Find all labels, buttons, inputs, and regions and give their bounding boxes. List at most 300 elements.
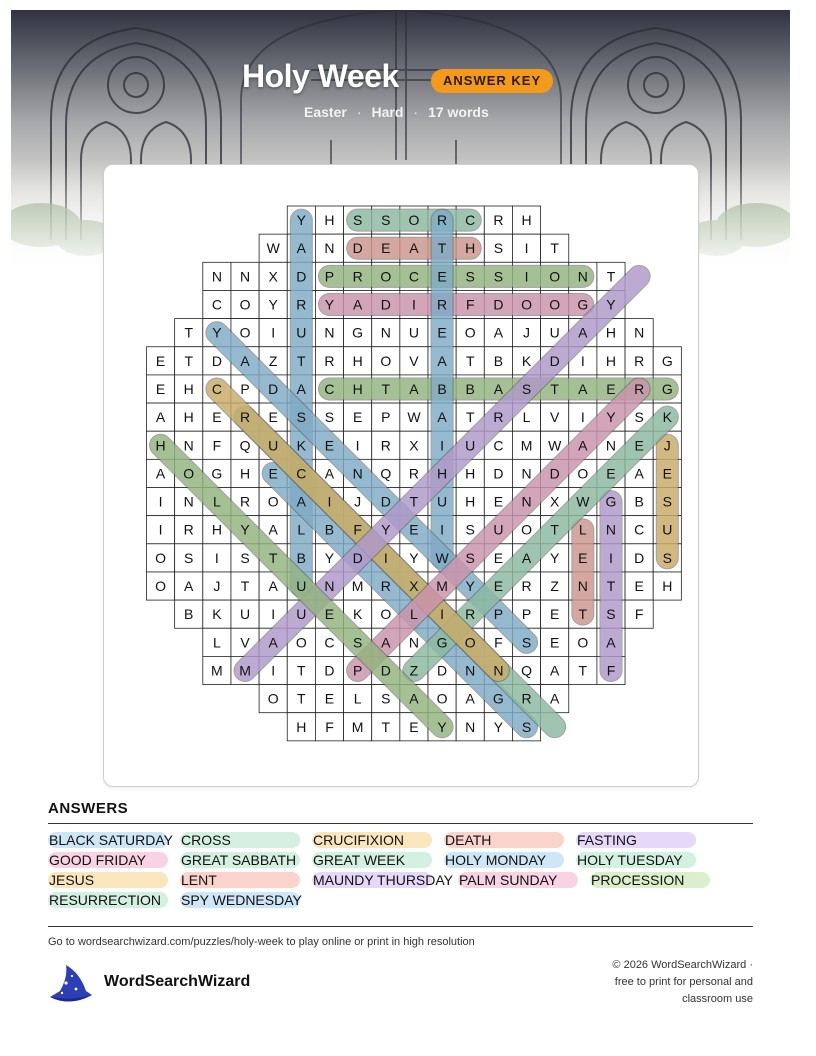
grid-letter: G [577, 296, 589, 313]
grid-letter: W [576, 493, 590, 510]
grid-letter: I [271, 324, 276, 341]
grid-letter: I [580, 352, 585, 369]
grid-letter: O [549, 268, 561, 285]
grid-letter: G [352, 324, 364, 341]
grid-letter: U [239, 606, 251, 623]
grid-letter: R [634, 352, 645, 369]
grid-letter: Y [437, 718, 447, 735]
grid-letter: S [634, 409, 644, 426]
answer-word: MAUNDY THURSDAY [313, 872, 454, 888]
grid-letter: R [521, 578, 532, 595]
answer-item [180, 831, 231, 849]
grid-letter: D [493, 465, 504, 482]
answer-item [576, 831, 637, 849]
grid-letter: G [492, 690, 504, 707]
grid-letter: G [605, 493, 617, 510]
grid-letter: U [437, 493, 448, 510]
grid-letter: Z [550, 578, 559, 595]
grid-letter: S [381, 212, 391, 229]
grid-letter: C [324, 634, 335, 651]
answer-item [312, 831, 404, 849]
grid-letter: A [437, 352, 447, 369]
answer-item [444, 851, 546, 869]
grid-letter: D [211, 352, 222, 369]
grid-letter: R [183, 521, 194, 538]
grid-letter: D [549, 465, 560, 482]
grid-letter: A [155, 465, 166, 482]
grid-letter: F [606, 662, 616, 679]
grid-letter: U [549, 324, 560, 341]
grid-letter: N [521, 465, 532, 482]
grid-letter: K [662, 409, 672, 426]
grid-letter: I [355, 437, 360, 454]
grid-letter: N [465, 662, 476, 679]
meta-difficulty: Hard [371, 104, 404, 120]
grid-letter: H [352, 380, 363, 397]
grid-letter: A [606, 634, 616, 651]
grid-letter: A [352, 296, 363, 313]
grid-letter: H [465, 465, 476, 482]
grid-letter: G [436, 634, 448, 651]
grid-letter: A [493, 324, 504, 341]
grid-letter: E [606, 465, 616, 482]
grid-letter: R [352, 268, 363, 285]
grid-letter: R [408, 465, 419, 482]
meta-separator: · [413, 104, 419, 120]
grid-letter: C [408, 268, 419, 285]
grid-letter: R [437, 212, 448, 229]
grid-letter: I [271, 662, 276, 679]
grid-letter: Y [381, 521, 391, 538]
grid-letter: E [662, 465, 672, 482]
grid-letter: D [493, 296, 504, 313]
footer-link-text[interactable]: Go to wordsearchwizard.com/puzzles/holy-week to play online or print in high resolution [48, 936, 475, 948]
answer-item [590, 871, 684, 889]
grid-letter: D [268, 380, 279, 397]
grid-letter: R [493, 212, 504, 229]
grid-letter: F [465, 296, 475, 313]
grid-letter: T [409, 493, 419, 510]
grid-letter: A [184, 578, 194, 595]
grid-letter: I [580, 409, 585, 426]
grid-letter: A [409, 380, 419, 397]
grid-letter: N [211, 268, 222, 285]
grid-letter: C [296, 465, 307, 482]
grid-letter: P [240, 380, 250, 397]
grid-letter: U [296, 606, 307, 623]
grid-letter: E [550, 634, 560, 651]
grid-letter: S [662, 493, 672, 510]
grid-letter: R [239, 493, 251, 510]
grid-letter: J [523, 324, 531, 341]
grid-letter: J [213, 578, 221, 595]
grid-letter: N [465, 718, 476, 735]
grid-letter: I [214, 549, 219, 566]
grid-letter: E [493, 549, 504, 566]
grid-letter: E [634, 578, 644, 595]
grid-letter: N [324, 324, 335, 341]
grid-letter: L [212, 493, 221, 510]
grid-letter: T [465, 352, 475, 369]
grid-letter: B [324, 521, 335, 538]
grid-letter: R [380, 437, 391, 454]
grid-letter: P [493, 606, 504, 623]
grid-letter: H [324, 212, 335, 229]
grid-letter: T [550, 240, 559, 257]
grid-letter: N [352, 465, 363, 482]
grid-letter: Y [606, 409, 616, 426]
grid-letter: O [464, 324, 476, 341]
grid-letter: N [380, 324, 391, 341]
grid-letter: A [550, 662, 560, 679]
grid-letter: I [158, 521, 163, 538]
grid-letter: Y [409, 549, 419, 566]
grid-letter: M [520, 437, 533, 454]
grid-letter: I [524, 268, 529, 285]
grid-letter: V [409, 352, 419, 369]
grid-letter: H [465, 493, 476, 510]
grid-letter: C [634, 521, 645, 538]
grid-letter: H [605, 352, 617, 369]
grid-letter: E [437, 268, 447, 285]
grid-letter: D [324, 662, 335, 679]
grid-letter: M [436, 578, 448, 595]
grid-letter: T [550, 380, 559, 397]
grid-letter: N [183, 437, 194, 454]
grid-letter: N [239, 268, 251, 285]
grid-letter: O [577, 465, 589, 482]
grid-letter: E [324, 606, 335, 623]
grid-letter: V [240, 634, 250, 651]
grid-letter: I [327, 493, 332, 510]
grid-letter: C [211, 296, 222, 313]
grid-letter: L [522, 409, 531, 426]
grid-letter: R [380, 578, 391, 595]
answer-item [48, 871, 94, 889]
grid-letter: G [661, 380, 673, 397]
answer-item [576, 851, 683, 869]
grid-letter: E [381, 240, 391, 257]
grid-letter: S [296, 409, 306, 426]
grid-letter: N [521, 493, 532, 510]
meta-theme: Easter [304, 104, 347, 120]
grid-letter: I [440, 437, 445, 454]
grid-letter: K [521, 352, 532, 369]
grid-letter: D [634, 549, 645, 566]
grid-letter: N [324, 240, 335, 257]
grid-letter: D [380, 493, 391, 510]
grid-letter: D [549, 352, 560, 369]
grid-letter: T [578, 662, 588, 679]
grid-letter: L [578, 521, 587, 538]
grid-letter: D [380, 662, 391, 679]
copyright-notice [553, 957, 753, 1008]
grid-letter: F [494, 634, 503, 651]
answer-word: DEATH [445, 832, 492, 848]
answer-word: GOOD FRIDAY [49, 852, 146, 868]
grid-letter: N [577, 578, 588, 595]
grid-letter: E [352, 409, 363, 426]
grid-letter: U [408, 324, 419, 341]
grid-letter: A [409, 690, 419, 707]
grid-letter: O [408, 212, 420, 229]
meta-separator: · [356, 104, 362, 120]
footer-divider [48, 926, 753, 927]
answer-item [312, 851, 405, 869]
grid-letter: S [352, 212, 363, 229]
grid-letter: Q [380, 465, 392, 482]
grid-letter: D [296, 268, 307, 285]
answer-word: LENT [181, 872, 217, 888]
grid-letter: N [408, 634, 419, 651]
meta-word-count: 17 words [428, 104, 489, 120]
grid-letter: R [296, 296, 307, 313]
grid-letter: T [381, 718, 391, 735]
answer-word: JESUS [49, 872, 95, 888]
grid-letter: E [212, 409, 222, 426]
answer-item [180, 851, 296, 869]
puzzle-title: Holy Week [242, 58, 399, 94]
grid-letter: E [437, 324, 447, 341]
answer-item [48, 831, 173, 849]
grid-letter: L [410, 606, 418, 623]
answers-heading: ANSWERS [48, 800, 129, 817]
grid-letter: S [324, 409, 335, 426]
grid-letter: M [211, 662, 223, 679]
grid-letter: H [662, 578, 673, 595]
grid-letter: H [465, 240, 476, 257]
copyright-line: © 2026 WordSearchWizard · [612, 959, 753, 971]
grid-letter: A [578, 324, 588, 341]
grid-letter: U [268, 437, 279, 454]
grid-letter: S [606, 606, 616, 623]
grid-letter: U [296, 578, 307, 595]
grid-letter: Q [239, 437, 251, 454]
grid-letter: M [239, 662, 251, 679]
grid-letter: O [521, 296, 532, 313]
grid-letter: S [521, 380, 532, 397]
grid-letter: E [155, 352, 166, 369]
grid-letter: T [381, 380, 391, 397]
answer-word: HOLY MONDAY [445, 852, 547, 868]
grid-letter: S [465, 521, 475, 538]
answer-item [48, 851, 146, 869]
grid-letter: A [155, 409, 166, 426]
grid-letter: Y [324, 296, 335, 313]
grid-letter: T [606, 268, 616, 285]
grid-letter: I [524, 240, 529, 257]
grid-letter: T [240, 578, 250, 595]
grid-letter: K [212, 606, 222, 623]
grid-letter: A [493, 380, 504, 397]
grid-letter: Y [493, 718, 504, 735]
grid-letter: T [297, 662, 306, 679]
grid-letter: S [465, 268, 475, 285]
grid-letter: H [183, 409, 194, 426]
answer-word: PROCESSION [591, 872, 685, 888]
grid-letter: N [493, 662, 504, 679]
grid-letter: O [183, 465, 195, 482]
grid-letter: N [324, 578, 335, 595]
grid-letter: O [267, 690, 279, 707]
grid-letter: S [381, 690, 391, 707]
grid-letter: B [296, 549, 306, 566]
grid-letter: U [296, 324, 307, 341]
grid-letter: Y [268, 296, 278, 313]
grid-letter: P [324, 268, 335, 285]
grid-letter: O [380, 268, 392, 285]
grid-letter: A [268, 634, 278, 651]
grid-letter: F [353, 521, 362, 538]
grid-letter: O [267, 493, 279, 510]
grid-letter: A [324, 465, 335, 482]
grid-letter: A [296, 380, 306, 397]
grid-letter: B [465, 380, 475, 397]
grid-letter: S [521, 718, 532, 735]
wizard-hat-logo-icon [46, 963, 94, 1005]
grid-letter: I [411, 296, 416, 313]
grid-letter: D [352, 240, 363, 257]
grid-letter: W [435, 549, 449, 566]
grid-letter: Y [296, 212, 306, 229]
grid-letter: A [240, 352, 250, 369]
grid-letter: X [409, 437, 419, 454]
grid-letter: J [663, 437, 671, 454]
grid-letter: E [268, 465, 278, 482]
grid-letter: B [634, 493, 644, 510]
answer-item [458, 871, 557, 889]
grid-letter: E [493, 578, 504, 595]
grid-letter: I [158, 493, 163, 510]
grid-letter: S [465, 549, 475, 566]
brand-name: WordSearchWizard [104, 973, 251, 990]
grid-letter: P [521, 606, 532, 623]
grid-letter: E [324, 437, 335, 454]
grid-letter: E [493, 493, 504, 510]
grid-letter: W [548, 437, 562, 454]
grid-letter: R [493, 409, 504, 426]
grid-letter: A [634, 465, 644, 482]
grid-letter: R [634, 380, 645, 397]
grid-letter: E [409, 521, 419, 538]
grid-letter: T [184, 324, 194, 341]
grid-letter: A [521, 549, 532, 566]
grid-letter: A [465, 690, 475, 707]
answer-key-badge: ANSWER KEY [431, 69, 553, 93]
grid-letter: P [381, 409, 391, 426]
grid-letter: Y [550, 549, 560, 566]
copyright-line: free to print for personal and [614, 976, 753, 988]
grid-letter: O [239, 324, 251, 341]
grid-letter: F [634, 606, 644, 623]
grid-letter: X [409, 578, 419, 595]
grid-letter: R [437, 296, 448, 313]
grid-letter: O [155, 578, 167, 595]
grid-letter: O [436, 690, 448, 707]
grid-letter: C [211, 380, 222, 397]
grid-letter: C [493, 437, 504, 454]
grid-letter: S [493, 268, 504, 285]
grid-letter: I [440, 521, 445, 538]
grid-letter: T [184, 352, 194, 369]
answer-word: FASTING [577, 832, 637, 848]
grid-letter: Q [521, 662, 532, 679]
grid-letter: O [464, 634, 476, 651]
grid-letter: O [521, 521, 532, 538]
grid-letter: O [577, 634, 589, 651]
grid-letter: T [578, 606, 588, 623]
grid-letter: A [296, 493, 306, 510]
grid-letter: S [352, 634, 363, 651]
grid-letter: W [266, 240, 280, 257]
grid-letter: L [353, 690, 362, 707]
grid-letter: S [521, 634, 532, 651]
grid-letter: G [661, 352, 673, 369]
grid-letter: G [211, 465, 223, 482]
grid-letter: Y [465, 578, 475, 595]
grid-letter: E [550, 606, 560, 623]
grid-letter: O [295, 634, 307, 651]
grid-letter: W [407, 409, 421, 426]
grid-letter: E [606, 380, 616, 397]
grid-letter: Z [409, 662, 419, 679]
grid-letter: A [578, 437, 588, 454]
grid-letter: B [493, 352, 504, 369]
grid-letter: S [184, 549, 194, 566]
grid-letter: H [521, 212, 532, 229]
answer-word: CRUCIFIXION [313, 832, 404, 848]
grid-letter: N [605, 437, 617, 454]
grid-letter: T [297, 690, 306, 707]
grid-letter: B [437, 380, 447, 397]
grid-letter: L [212, 634, 221, 651]
grid-letter: O [155, 549, 167, 566]
grid-letter: E [324, 690, 335, 707]
grid-letter: B [184, 606, 194, 623]
grid-letter: S [240, 549, 250, 566]
answer-word: GREAT SABBATH [181, 852, 297, 868]
answer-word: PALM SUNDAY [459, 872, 558, 888]
grid-letter: T [606, 578, 616, 595]
grid-letter: N [634, 324, 645, 341]
grid-letter: I [271, 606, 276, 623]
answer-word: HOLY TUESDAY [577, 852, 683, 868]
grid-letter: R [324, 352, 335, 369]
grid-letter: R [521, 690, 532, 707]
grid-letter: H [605, 324, 617, 341]
grid-letter: S [493, 240, 504, 257]
grid-letter: X [550, 493, 560, 510]
grid-letter: T [437, 240, 447, 257]
answer-item [444, 831, 491, 849]
grid-letter: H [239, 465, 251, 482]
answer-word: CROSS [181, 832, 231, 848]
answer-word: SPY WEDNESDAY [181, 892, 302, 908]
grid-letter: H [155, 437, 166, 454]
grid-letter: R [239, 409, 251, 426]
grid-letter: Y [212, 324, 222, 341]
grid-letter: C [465, 212, 476, 229]
grid-letter: H [352, 352, 363, 369]
grid-letter: N [605, 521, 617, 538]
grid-letter: Z [268, 352, 278, 369]
grid-letter: D [352, 549, 363, 566]
grid-letter: I [609, 549, 613, 566]
answer-word: GREAT WEEK [313, 852, 406, 868]
grid-letter: N [577, 268, 588, 285]
grid-letter: Y [324, 549, 335, 566]
grid-letter: U [662, 521, 673, 538]
